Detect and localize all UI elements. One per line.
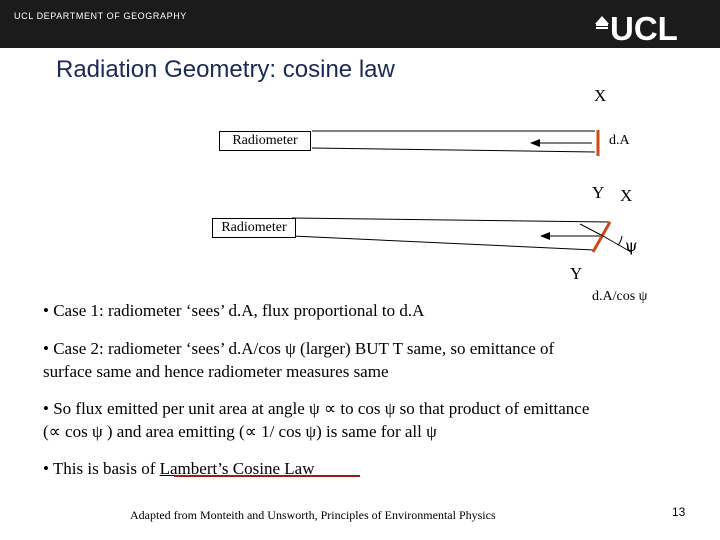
case2-y-label: Y (570, 264, 583, 283)
case2-sightline-upper (292, 218, 610, 222)
case2-angle-label: ψ (625, 236, 638, 255)
case2-area-label: d.A/cos ψ (592, 289, 648, 304)
bullet-flux-line2: (∝ cos ψ ) and area emitting (∝ 1/ cos ψ) is same for all ψ (43, 422, 437, 441)
case2-surface-tilted (593, 222, 610, 252)
case1-sightline-lower (312, 148, 595, 152)
ucl-logo-text: UCL (610, 10, 678, 43)
case2-x-label: X (620, 186, 633, 205)
bullet-case2-line1: • Case 2: radiometer ‘sees’ d.A/cos ψ (larger) BUT T same, so emittance of (43, 339, 555, 358)
case1-arrowhead (530, 139, 540, 147)
case2-arrowhead (540, 232, 550, 240)
bullet-lambert-prefix: • This is basis of (43, 459, 160, 478)
case2-angle-arc (618, 236, 622, 245)
case2-y-top-label: Y (592, 183, 605, 202)
lambert-law-link[interactable]: Lambert’s Cosine Law (159, 459, 315, 478)
slide-title: Radiation Geometry: cosine law (56, 56, 395, 83)
case1-area-label: d.A (609, 133, 630, 148)
source-caption: Adapted from Monteith and Unsworth, Principles of Environmental Physics (130, 508, 496, 522)
case2-normal-tail (580, 224, 603, 236)
bullet-case1: • Case 1: radiometer ‘sees’ d.A, flux proportional to d.A (43, 301, 425, 320)
bullet-case2-line2: surface same and hence radiometer measures same (43, 362, 389, 381)
page-number: 13 (672, 505, 686, 519)
case2-radiometer-box: Radiometer (212, 218, 296, 238)
department-name: UCL DEPARTMENT OF GEOGRAPHY (14, 11, 187, 21)
lambert-underline (172, 474, 372, 480)
case1-x-label: X (594, 86, 607, 105)
case1-radiometer-box: Radiometer (219, 131, 311, 151)
bullet-flux-line1: • So flux emitted per unit area at angle ψ ∝ to cos ψ so that product of emittance (43, 399, 590, 418)
